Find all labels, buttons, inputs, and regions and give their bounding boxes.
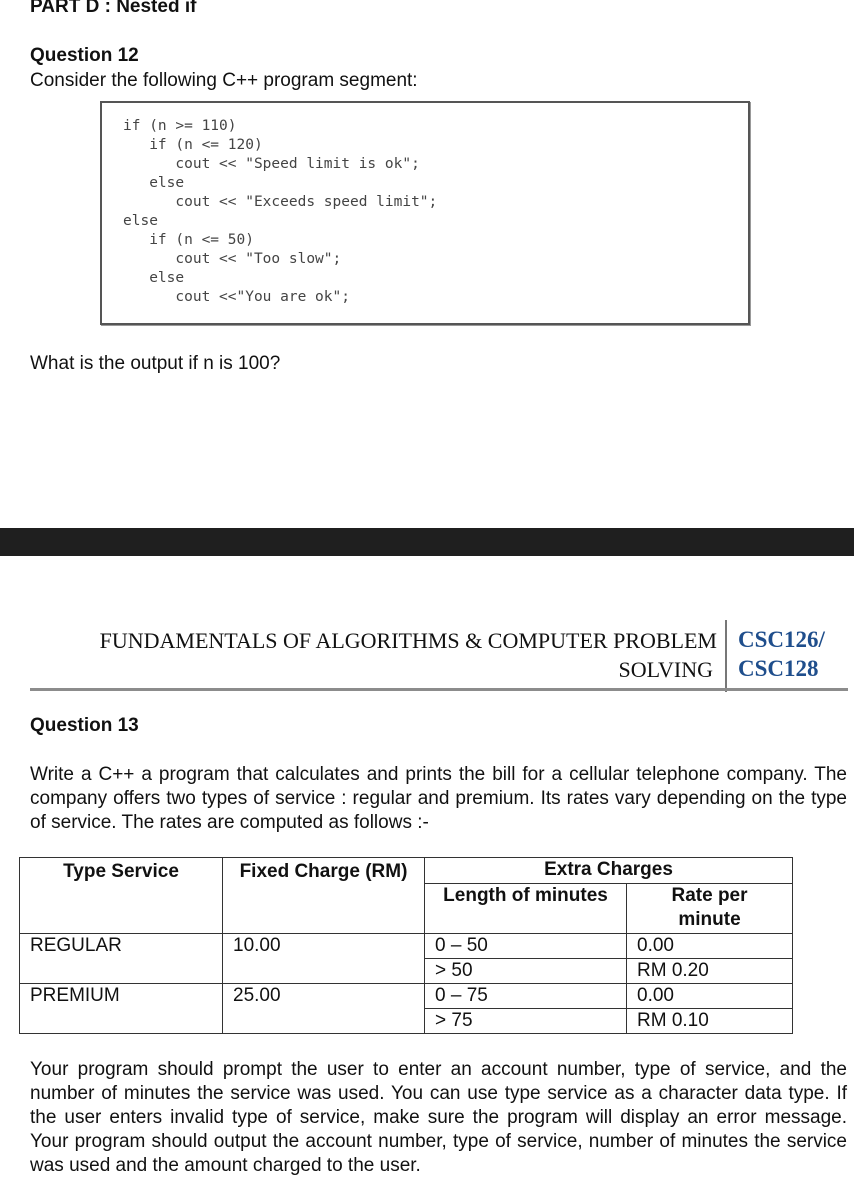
- code-line: else: [123, 270, 185, 286]
- question-12-prompt: What is the output if n is 100?: [30, 353, 281, 374]
- row-type: REGULAR: [20, 934, 223, 984]
- question-13-title: Question 13: [30, 715, 139, 736]
- row-length: > 75: [425, 1009, 627, 1034]
- code-block: [100, 101, 750, 325]
- header-rate-per-minute: Rate per minute: [627, 884, 793, 934]
- code-line: cout << "Too slow";: [123, 251, 342, 267]
- code-line: if (n >= 110): [123, 118, 237, 134]
- course-title-line2: SOLVING: [618, 657, 713, 682]
- row-length: 0 – 75: [425, 984, 627, 1009]
- row-type: PREMIUM: [20, 984, 223, 1034]
- code-line: cout << "Exceeds speed limit";: [123, 194, 438, 210]
- header-rule: [30, 688, 848, 691]
- row-fixed: 10.00: [223, 934, 425, 984]
- row-length: 0 – 50: [425, 934, 627, 959]
- rates-table: [19, 857, 793, 1034]
- question-13-instructions: Your program should prompt the user to enter an account number, type of service, and the number of minutes the service was used. You can use type service as a character data type. If the user enters invalid type of service, make sure the program will display an error message. Your program should output the account number, type of service, number of minutes the service was used and the amount charged to the user.: [30, 1059, 847, 1176]
- course-code-line1: CSC126/: [738, 627, 825, 652]
- header-fixed-charge: Fixed Charge (RM): [223, 858, 425, 934]
- header-length-minutes: Length of minutes: [425, 884, 627, 934]
- question-12-intro: Consider the following C++ program segment:: [30, 70, 418, 91]
- row-fixed: 25.00: [223, 984, 425, 1034]
- question-13-intro: Write a C++ a program that calculates and prints the bill for a cellular telephone company. The company offers two types of service : regular and premium. Its rates vary depending on the type of service. The rates are computed as follows :-: [30, 764, 847, 833]
- code-line: else: [123, 175, 185, 191]
- header-extra-charges: Extra Charges: [425, 858, 793, 884]
- row-rate: RM 0.10: [627, 1009, 793, 1034]
- code-line: else: [123, 213, 158, 229]
- course-code-line2: CSC128: [738, 656, 819, 681]
- header-divider: [725, 620, 727, 692]
- row-rate: 0.00: [627, 934, 793, 959]
- code-line: cout << "Speed limit is ok";: [123, 156, 420, 172]
- code-line: if (n <= 50): [123, 232, 254, 248]
- row-rate: RM 0.20: [627, 959, 793, 984]
- code-line: if (n <= 120): [123, 137, 263, 153]
- page-break-band: [0, 528, 854, 556]
- row-rate: 0.00: [627, 984, 793, 1009]
- code-line: cout <<"You are ok";: [123, 289, 350, 305]
- header-type-service: Type Service: [20, 858, 223, 934]
- row-length: > 50: [425, 959, 627, 984]
- part-heading: PART D : Nested if: [30, 0, 197, 17]
- question-12-title: Question 12: [30, 45, 139, 66]
- course-title-line1: FUNDAMENTALS OF ALGORITHMS & COMPUTER PROBLEM: [99, 628, 717, 653]
